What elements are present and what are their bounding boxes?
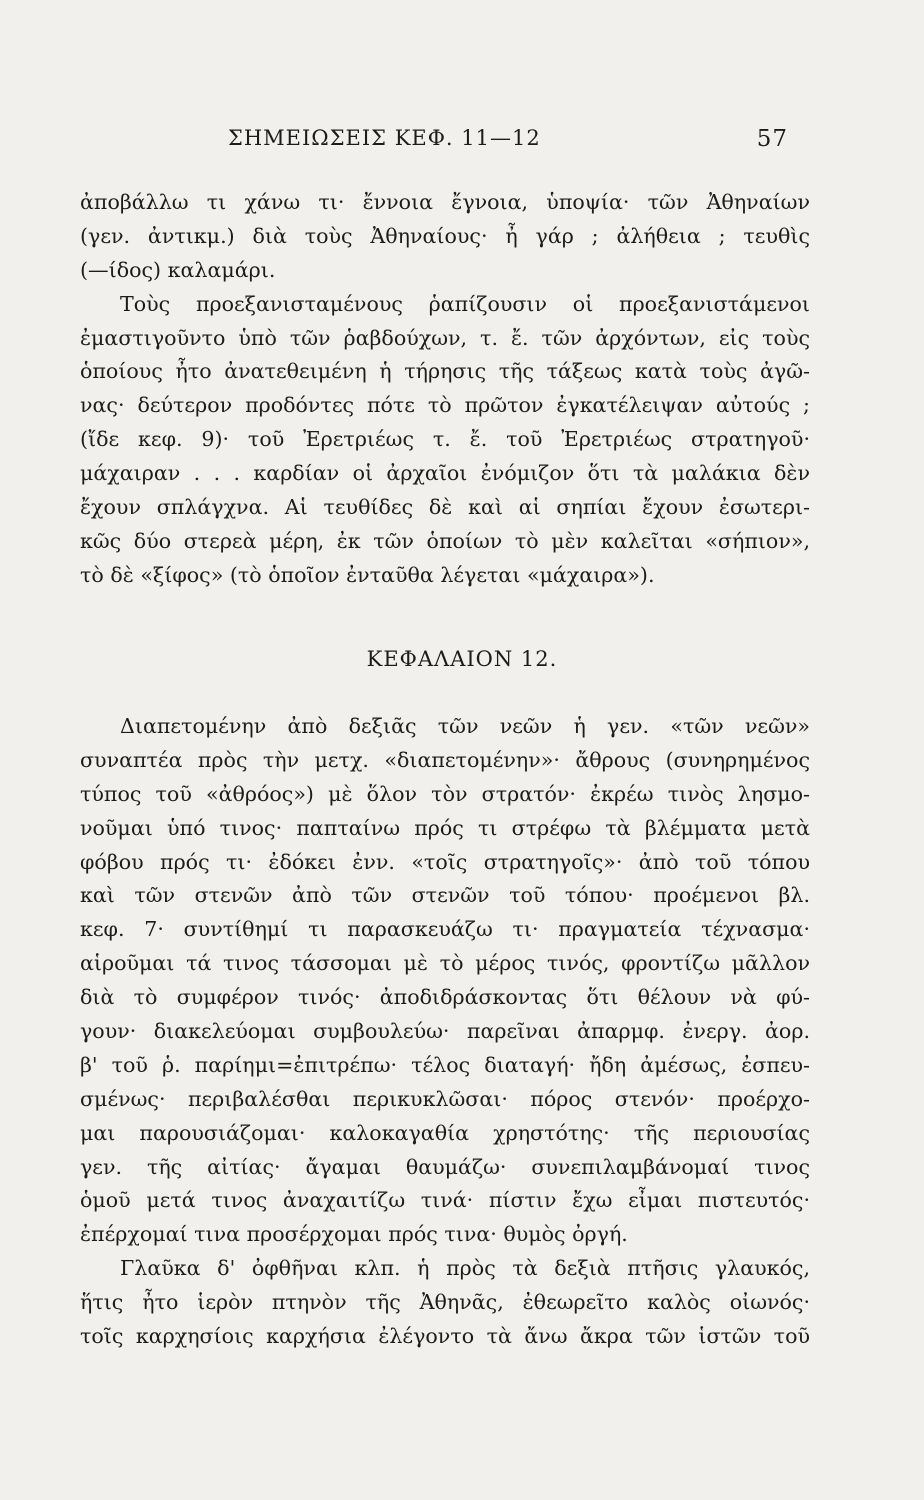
notes-section-chapter-11	[80, 186, 810, 593]
text-line: νοῦμαι ὑπό τινος· παπταίνω πρός τι στρέφω τὰ βλέμματα μετὰ	[80, 815, 810, 840]
text-line: τύπος τοῦ «ἀθρόος») μὲ ὅλον τὸν στρατόν· ἐκρέω τινὸς λησμο-	[80, 781, 810, 806]
text-line: κῶς δύο στερεὰ μέρη, ἐκ τῶν ὁποίων τὸ μὲν καλεῖται «σήπιον»,	[80, 528, 810, 553]
text-line: ἐμαστιγοῦντο ὑπὸ τῶν ῥαβδούχων, τ. ἔ. τῶν ἀρχόντων, εἰς τοὺς	[80, 325, 810, 350]
running-head-title: ΣΗΜΕΙΩΣΕΙΣ ΚΕΦ. 11—12	[228, 126, 541, 150]
text-line: β' τοῦ ῥ. παρίημι=ἐπιτρέπω· τέλος διαταγή· ἤδη ἀμέσως, ἐσπευ-	[80, 1052, 810, 1077]
page-number: 57	[756, 126, 788, 152]
running-head	[228, 126, 788, 160]
text-line: ὁποίους ἦτο ἀνατεθειμένη ἡ τήρησις τῆς τάξεως κατὰ τοὺς ἀγῶ-	[80, 359, 810, 384]
text-line: διὰ τὸ συμφέρον τινός· ἀποδιδράσκοντας ὅτι θέλουν νὰ φύ-	[80, 985, 810, 1010]
text-line: ὁμοῦ μετά τινος ἀναχαιτίζω τινά· πίστιν ἔχω εἶμαι πιστευτός·	[80, 1188, 810, 1213]
text-line: ἀποβάλλω τι χάνω τι· ἔννοια ἔγνοια, ὑποψία· τῶν Ἀθηναίων	[80, 190, 810, 214]
text-line: ἔχουν σπλάγχνα. Αἱ τευθίδες δὲ καὶ αἱ σηπίαι ἔχουν ἐσωτερι-	[80, 495, 810, 520]
text-line: νας· δεύτερον προδόντες πότε τὸ πρῶτον ἐγκατέλειψαν αὐτούς ;	[80, 393, 810, 418]
text-line: αἱροῦμαι τά τινος τάσσομαι μὲ τὸ μέρος τινός, φροντίζω μᾶλλον	[80, 951, 810, 976]
text-line: τὸ δὲ «ξίφος» (τὸ ὁποῖον ἐνταῦθα λέγεται «μάχαιρα»).	[80, 562, 655, 587]
text-line: (ἴδε κεφ. 9)· τοῦ Ἐρετριέως τ. ἔ. τοῦ Ἐρετριέως στρατηγοῦ·	[80, 427, 810, 452]
text-line: κεφ. 7· συντίθημί τι παρασκευάζω τι· πραγματεία τέχνασμα·	[80, 917, 810, 942]
chapter-heading: ΚΕΦΑΛΑΙΟΝ 12.	[366, 647, 558, 671]
text-line: ἥτις ἦτο ἱερὸν πτηνὸν τῆς Ἀθηνᾶς, ἐθεωρεῖτο καλὸς οἰωνός·	[80, 1290, 810, 1315]
text-line: φόβου πρός τι· ἐδόκει ἐνν. «τοῖς στρατηγοῖς»· ἀπὸ τοῦ τόπου	[80, 849, 810, 874]
notes-section-chapter-12	[80, 710, 810, 1354]
text-line: τοῖς καρχησίοις καρχήσια ἐλέγοντο τὰ ἄνω ἄκρα τῶν ἱστῶν τοῦ	[80, 1324, 810, 1349]
text-line: ἐπέρχομαί τινα προσέρχομαι πρός τινα· θυμὸς ὀργή.	[80, 1222, 628, 1247]
text-line: γουν· διακελεύομαι συμβουλεύω· παρεῖναι ἀπαρμφ. ἐνεργ. ἀορ.	[80, 1019, 810, 1044]
text-line: (γεν. ἀντικμ.) διὰ τοὺς Ἀθηναίους· ἦ γάρ ; ἀλήθεια ; τευθὶς	[80, 223, 810, 248]
text-line: Γλαῦκα δ' ὀφθῆναι κλπ. ἡ πρὸς τὰ δεξιὰ πτῆσις γλαυκός,	[120, 1256, 810, 1281]
text-line: (—ίδος) καλαμάρι.	[80, 257, 276, 282]
text-line: Διαπετομένην ἀπὸ δεξιᾶς τῶν νεῶν ἡ γεν. «τῶν νεῶν»	[120, 714, 810, 738]
text-line: μαι παρουσιάζομαι· καλοκαγαθία χρηστότης· τῆς περιουσίας	[80, 1120, 810, 1145]
text-line: γεν. τῆς αἰτίας· ἄγαμαι θαυμάζω· συνεπιλαμβάνομαί τινος	[80, 1154, 810, 1179]
text-line: καὶ τῶν στενῶν ἀπὸ τῶν στενῶν τοῦ τόπου· προέμενοι βλ.	[80, 883, 810, 908]
text-line: σμένως· περιβαλέσθαι περικυκλῶσαι· πόρος στενόν· προέρχο-	[80, 1086, 810, 1111]
text-line: Τοὺς προεξανισταμένους ῥαπίζουσιν οἱ προεξανιστάμενοι	[120, 291, 810, 316]
text-line: συναπτέα πρὸς τὴν μετχ. «διαπετομένην»· ἄθρους (συνηρημένος	[80, 747, 810, 772]
text-line: μάχαιραν . . . καρδίαν οἱ ἀρχαῖοι ἐνόμιζον ὅτι τὰ μαλάκια δὲν	[80, 461, 810, 486]
